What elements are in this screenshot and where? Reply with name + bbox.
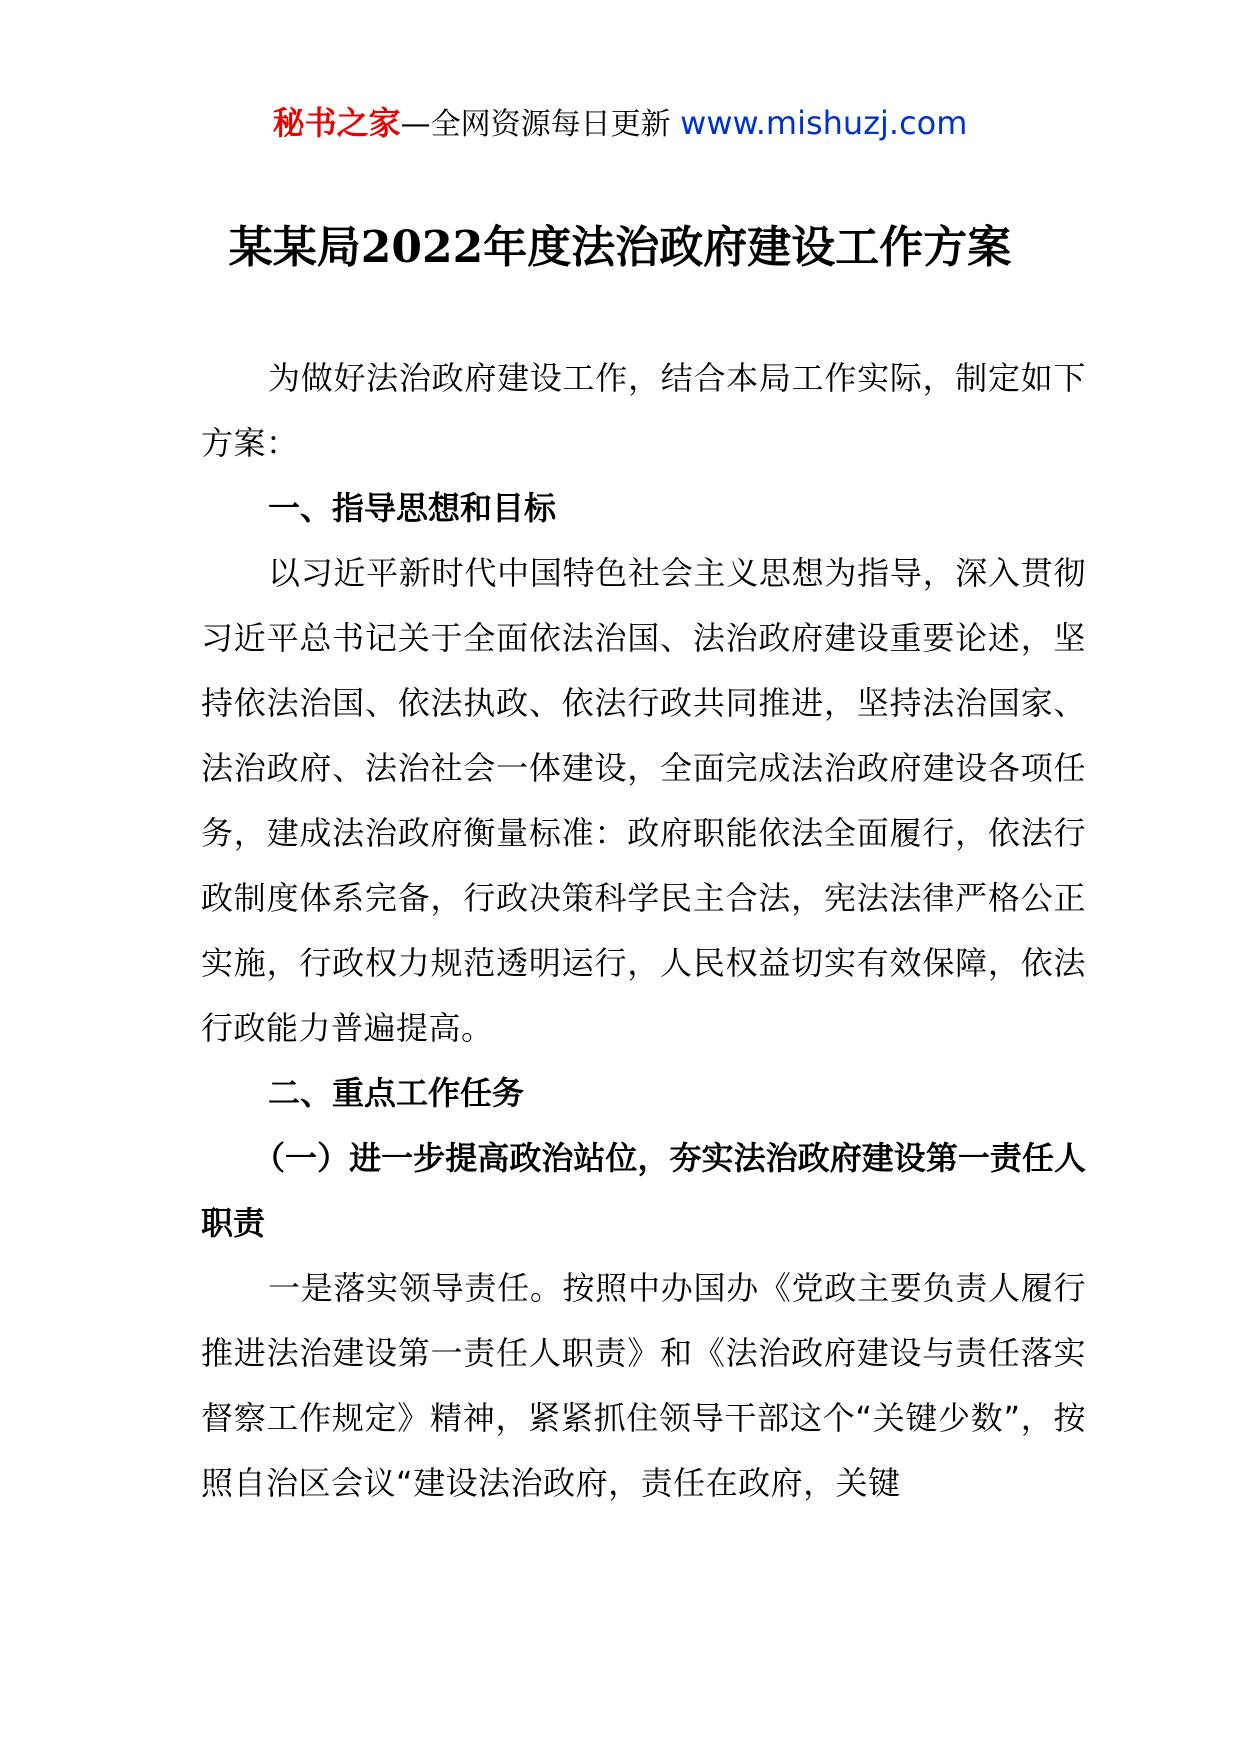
subsection-heading-1: （一）进一步提高政治站位，夯实法治政府建设第一责任人职责 bbox=[201, 1139, 1086, 1242]
site-header bbox=[0, 100, 1240, 148]
document-body bbox=[201, 346, 1086, 1516]
site-brand: 秘书之家 bbox=[272, 104, 401, 142]
site-url-link[interactable]: www.mishuzj.com bbox=[680, 104, 968, 142]
subsection-paragraph-1: 一是落实领导责任。按照中办国办《党政主要负责人履行推进法治建设第一责任人职责》和《法治政府建设与责任落实督察工作规定》精神，紧紧抓住领导干部这个“关键少数”，按照自治区会议“建设法治政府，责任在政府，关键 bbox=[201, 1269, 1086, 1502]
site-tagline: —全网资源每日更新 bbox=[400, 107, 681, 142]
section-paragraph-1: 以习近平新时代中国特色社会主义思想为指导，深入贯彻习近平总书记关于全面依法治国、法治政府建设重要论述，坚持依法治国、依法执政、依法行政共同推进，坚持法治国家、法治政府、法治社会一体建设，全面完成法治政府建设各项任务，建成法治政府衡量标准：政府职能依法全面履行，依法行政制度体系完备，行政决策科学民主合法，宪法法律严格公正实施，行政权力规范透明运行，人民权益切实有效保障，依法行政能力普遍提高。 bbox=[201, 554, 1086, 1047]
section-heading-2: 二、重点工作任务 bbox=[268, 1074, 525, 1112]
intro-paragraph: 为做好法治政府建设工作，结合本局工作实际，制定如下方案： bbox=[201, 359, 1086, 462]
document-title: 某某局2022年度法治政府建设工作方案 bbox=[228, 222, 1012, 273]
section-heading-1: 一、指导思想和目标 bbox=[268, 489, 557, 527]
